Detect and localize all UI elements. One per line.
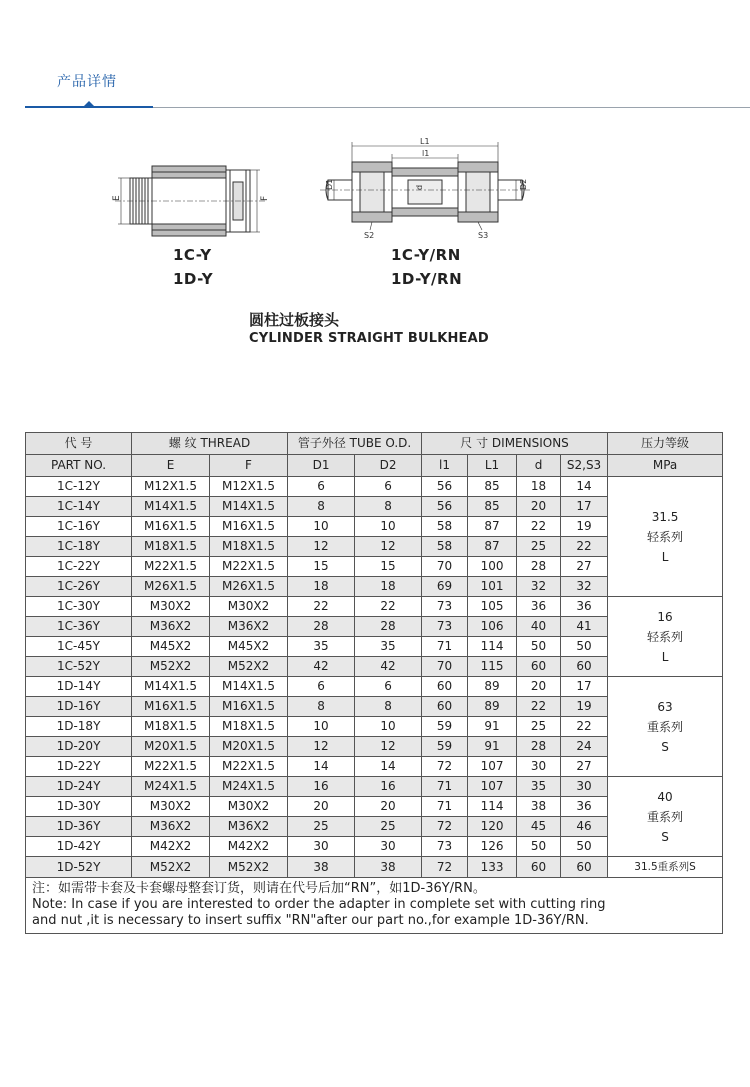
table-cell: 56 — [422, 497, 468, 517]
table-cell: M52X2 — [210, 657, 288, 677]
table-cell: M18X1.5 — [210, 717, 288, 737]
table-cell: 15 — [355, 557, 422, 577]
table-cell: M14X1.5 — [132, 497, 210, 517]
part-number-cell: 1C-36Y — [26, 617, 132, 637]
table-cell: 30 — [561, 777, 608, 797]
table-cell: 25 — [517, 537, 561, 557]
table-cell: M36X2 — [132, 817, 210, 837]
table-cell: 58 — [422, 537, 468, 557]
table-cell: 60 — [517, 857, 561, 878]
table-cell: 56 — [422, 477, 468, 497]
model-label-1d-y-rn: 1D-Y/RN — [391, 270, 463, 288]
table-cell: 14 — [288, 757, 355, 777]
pressure-class-line: L — [661, 649, 669, 664]
header-tube-od: 管子外径 TUBE O.D. — [288, 433, 422, 455]
table-cell: M42X2 — [132, 837, 210, 857]
table-cell: M14X1.5 — [210, 497, 288, 517]
model-label-1d-y: 1D-Y — [173, 270, 214, 288]
table-cell: 38 — [288, 857, 355, 878]
table-cell: 35 — [355, 637, 422, 657]
dim-label-d: d — [415, 184, 424, 190]
table-cell: 20 — [355, 797, 422, 817]
pressure-class-line: L — [661, 549, 669, 564]
table-cell: M36X2 — [210, 617, 288, 637]
table-cell: 36 — [561, 797, 608, 817]
part-number-cell: 1C-14Y — [26, 497, 132, 517]
table-cell: M45X2 — [132, 637, 210, 657]
table-cell: M36X2 — [210, 817, 288, 837]
table-row — [26, 777, 723, 797]
table-cell: 72 — [422, 857, 468, 878]
table-cell: 73 — [422, 597, 468, 617]
pressure-class-line: 31.5重系列S — [634, 861, 696, 873]
table-cell: M36X2 — [132, 617, 210, 637]
table-cell: 71 — [422, 777, 468, 797]
table-cell: 28 — [288, 617, 355, 637]
table-cell: 28 — [355, 617, 422, 637]
header-pressure: 压力等级 — [608, 433, 723, 455]
pressure-class-line: 63 — [657, 699, 673, 714]
table-cell: 73 — [422, 617, 468, 637]
header-accent-bar — [25, 106, 153, 108]
table-cell: M12X1.5 — [210, 477, 288, 497]
table-cell: 22 — [517, 517, 561, 537]
table-cell: 114 — [468, 797, 517, 817]
table-cell: M52X2 — [132, 857, 210, 878]
part-number-cell: 1D-16Y — [26, 697, 132, 717]
part-number-cell: 1C-12Y — [26, 477, 132, 497]
table-cell: M14X1.5 — [210, 677, 288, 697]
table-cell: 14 — [561, 477, 608, 497]
table-cell: M20X1.5 — [210, 737, 288, 757]
table-cell: 126 — [468, 837, 517, 857]
table-cell: 22 — [355, 597, 422, 617]
dim-label-d1: D1 — [325, 178, 334, 190]
table-cell: M52X2 — [210, 857, 288, 878]
table-cell: M16X1.5 — [210, 517, 288, 537]
dim-label-l1-total: L1 — [420, 137, 430, 146]
table-cell: 25 — [288, 817, 355, 837]
table-cell: 6 — [288, 677, 355, 697]
table-cell: 42 — [288, 657, 355, 677]
table-cell: 32 — [561, 577, 608, 597]
header-caret-icon — [84, 101, 94, 106]
table-cell: 12 — [288, 537, 355, 557]
table-cell: 91 — [468, 737, 517, 757]
table-row — [26, 857, 723, 878]
part-number-cell: 1D-24Y — [26, 777, 132, 797]
table-cell: 59 — [422, 737, 468, 757]
table-cell: 18 — [517, 477, 561, 497]
fitting-drawing-left — [105, 150, 275, 250]
table-cell: M16X1.5 — [132, 697, 210, 717]
table-cell: 35 — [517, 777, 561, 797]
pressure-class-cell — [608, 857, 723, 878]
table-cell: 17 — [561, 677, 608, 697]
header-l1-total: L1 — [468, 455, 517, 477]
table-cell: M18X1.5 — [132, 537, 210, 557]
table-cell: 59 — [422, 717, 468, 737]
table-cell: 10 — [288, 517, 355, 537]
table-cell: 25 — [517, 717, 561, 737]
pressure-class-line: 40 — [657, 789, 673, 804]
table-cell: 22 — [288, 597, 355, 617]
header-e: E — [132, 455, 210, 477]
table-cell: M22X1.5 — [132, 757, 210, 777]
table-cell: 36 — [561, 597, 608, 617]
dim-label-s3: S3 — [478, 231, 489, 240]
part-number-cell: 1D-20Y — [26, 737, 132, 757]
dim-label-e: E — [112, 195, 122, 201]
dim-label-s2: S2 — [364, 231, 375, 240]
table-cell: 6 — [355, 477, 422, 497]
table-cell: 71 — [422, 637, 468, 657]
table-cell: M18X1.5 — [210, 537, 288, 557]
table-cell: 10 — [355, 517, 422, 537]
part-number-cell: 1C-18Y — [26, 537, 132, 557]
pressure-class-line: 重系列 — [647, 809, 684, 824]
note-row — [26, 878, 723, 934]
table-cell: 85 — [468, 497, 517, 517]
table-cell: M16X1.5 — [210, 697, 288, 717]
table-cell: 45 — [517, 817, 561, 837]
pressure-class-line: 轻系列 — [647, 529, 684, 544]
order-note — [26, 878, 723, 934]
table-cell: 85 — [468, 477, 517, 497]
table-cell: 30 — [288, 837, 355, 857]
table-cell: 87 — [468, 517, 517, 537]
table-row — [26, 597, 723, 617]
table-cell: 22 — [561, 717, 608, 737]
table-cell: M14X1.5 — [132, 677, 210, 697]
table-row — [26, 477, 723, 497]
table-cell: 106 — [468, 617, 517, 637]
table-cell: M22X1.5 — [210, 757, 288, 777]
header-d: d — [517, 455, 561, 477]
table-cell: 38 — [355, 857, 422, 878]
table-cell: 14 — [355, 757, 422, 777]
table-cell: 46 — [561, 817, 608, 837]
table-cell: M22X1.5 — [132, 557, 210, 577]
header-d1: D1 — [288, 455, 355, 477]
table-cell: 60 — [422, 697, 468, 717]
table-cell: 35 — [288, 637, 355, 657]
table-cell: 107 — [468, 777, 517, 797]
pressure-class-cell — [608, 477, 723, 597]
table-cell: 41 — [561, 617, 608, 637]
pressure-class-line: 31.5 — [651, 509, 679, 524]
note-line: and nut ,it is necessary to insert suffix "RN"after our part no.,for example 1D-36Y/RN. — [32, 913, 589, 928]
table-header-row-top — [26, 433, 723, 455]
pressure-class-line: 16 — [657, 609, 673, 624]
table-cell: 36 — [517, 597, 561, 617]
table-cell: 32 — [517, 577, 561, 597]
table-cell: 42 — [355, 657, 422, 677]
table-cell: 22 — [561, 537, 608, 557]
model-label-1c-y-rn: 1C-Y/RN — [391, 246, 461, 264]
header-s2-s3: S2,S3 — [561, 455, 608, 477]
model-label-1c-y: 1C-Y — [173, 246, 212, 264]
part-number-cell: 1D-18Y — [26, 717, 132, 737]
header-code-cn: 代 号 — [26, 433, 132, 455]
part-number-cell: 1C-30Y — [26, 597, 132, 617]
table-cell: 72 — [422, 757, 468, 777]
table-cell: 24 — [561, 737, 608, 757]
table-cell: 120 — [468, 817, 517, 837]
table-cell: 15 — [288, 557, 355, 577]
table-cell: 60 — [561, 657, 608, 677]
pressure-class-line: S — [661, 739, 669, 754]
table-cell: 22 — [517, 697, 561, 717]
table-cell: 10 — [355, 717, 422, 737]
table-cell: 27 — [561, 757, 608, 777]
product-title-cn: 圆柱过板接头 — [249, 311, 340, 329]
header-d2: D2 — [355, 455, 422, 477]
note-line: Note: In case if you are interested to order the adapter in complete set with cutting ring — [32, 897, 606, 912]
header-part-no: PART NO. — [26, 455, 132, 477]
table-cell: 50 — [561, 637, 608, 657]
table-cell: 16 — [288, 777, 355, 797]
table-cell: M42X2 — [210, 837, 288, 857]
part-number-cell: 1C-45Y — [26, 637, 132, 657]
table-cell: 133 — [468, 857, 517, 878]
table-cell: 72 — [422, 817, 468, 837]
table-header-row-bottom — [26, 455, 723, 477]
product-title-en: CYLINDER STRAIGHT BULKHEAD — [249, 331, 489, 346]
table-cell: 30 — [355, 837, 422, 857]
table-cell: M20X1.5 — [132, 737, 210, 757]
table-row — [26, 677, 723, 697]
table-cell: 20 — [517, 677, 561, 697]
table-cell: M30X2 — [210, 597, 288, 617]
table-cell: 12 — [355, 537, 422, 557]
header-thread: 螺 纹 THREAD — [132, 433, 288, 455]
pressure-class-line: S — [661, 829, 669, 844]
header-l1-inner: l1 — [422, 455, 468, 477]
table-cell: 89 — [468, 677, 517, 697]
pressure-class-line: 重系列 — [647, 719, 684, 734]
header-dimensions: 尺 寸 DIMENSIONS — [422, 433, 608, 455]
table-cell: 101 — [468, 577, 517, 597]
table-cell: 91 — [468, 717, 517, 737]
table-cell: 12 — [288, 737, 355, 757]
table-cell: 8 — [288, 497, 355, 517]
table-cell: M52X2 — [132, 657, 210, 677]
dim-label-l1-inner: l1 — [422, 149, 430, 158]
table-cell: M24X1.5 — [210, 777, 288, 797]
table-cell: 115 — [468, 657, 517, 677]
table-cell: 114 — [468, 637, 517, 657]
pressure-class-cell — [608, 597, 723, 677]
part-number-cell: 1C-16Y — [26, 517, 132, 537]
table-cell: M26X1.5 — [132, 577, 210, 597]
header-mpa: MPa — [608, 455, 723, 477]
table-cell: 60 — [422, 677, 468, 697]
part-number-cell: 1C-22Y — [26, 557, 132, 577]
table-cell: 28 — [517, 737, 561, 757]
table-cell: 60 — [517, 657, 561, 677]
table-cell: 50 — [517, 637, 561, 657]
note-line: 注：如需带卡套及卡套螺母整套订货，则请在代号后加“RN”，如1D-36Y/RN。 — [32, 881, 486, 896]
table-cell: 69 — [422, 577, 468, 597]
table-cell: M12X1.5 — [132, 477, 210, 497]
table-cell: 20 — [288, 797, 355, 817]
dim-label-f: F — [260, 195, 270, 201]
part-number-cell: 1D-14Y — [26, 677, 132, 697]
part-number-cell: 1D-36Y — [26, 817, 132, 837]
table-cell: M30X2 — [132, 797, 210, 817]
dim-label-d2: D2 — [519, 178, 528, 190]
spec-table — [25, 432, 723, 934]
table-cell: 30 — [517, 757, 561, 777]
table-cell: 6 — [288, 477, 355, 497]
part-number-cell: 1C-26Y — [26, 577, 132, 597]
table-cell: 89 — [468, 697, 517, 717]
table-cell: 71 — [422, 797, 468, 817]
table-cell: 87 — [468, 537, 517, 557]
table-cell: M22X1.5 — [210, 557, 288, 577]
table-cell: 20 — [517, 497, 561, 517]
table-cell: 50 — [517, 837, 561, 857]
table-cell: 38 — [517, 797, 561, 817]
table-cell: M24X1.5 — [132, 777, 210, 797]
header-f: F — [210, 455, 288, 477]
table-cell: 100 — [468, 557, 517, 577]
table-cell: 70 — [422, 557, 468, 577]
table-cell: 10 — [288, 717, 355, 737]
table-cell: 107 — [468, 757, 517, 777]
part-number-cell: 1C-52Y — [26, 657, 132, 677]
table-cell: 40 — [517, 617, 561, 637]
table-cell: 12 — [355, 737, 422, 757]
table-cell: 8 — [288, 697, 355, 717]
table-cell: 73 — [422, 837, 468, 857]
pressure-class-cell — [608, 777, 723, 857]
section-title: 产品详情 — [57, 74, 117, 90]
table-cell: M30X2 — [132, 597, 210, 617]
table-cell: M26X1.5 — [210, 577, 288, 597]
table-cell: M18X1.5 — [132, 717, 210, 737]
table-cell: 58 — [422, 517, 468, 537]
pressure-class-cell — [608, 677, 723, 777]
part-number-cell: 1D-22Y — [26, 757, 132, 777]
table-cell: 105 — [468, 597, 517, 617]
table-cell: 8 — [355, 697, 422, 717]
table-cell: 50 — [561, 837, 608, 857]
table-cell: 18 — [288, 577, 355, 597]
table-cell: 19 — [561, 697, 608, 717]
part-number-cell: 1D-42Y — [26, 837, 132, 857]
table-cell: 25 — [355, 817, 422, 837]
fitting-drawing-right — [320, 132, 530, 244]
part-number-cell: 1D-30Y — [26, 797, 132, 817]
pressure-class-line: 轻系列 — [647, 629, 684, 644]
table-cell: 19 — [561, 517, 608, 537]
table-cell: M30X2 — [210, 797, 288, 817]
table-cell: 70 — [422, 657, 468, 677]
part-number-cell: 1D-52Y — [26, 857, 132, 878]
table-cell: 17 — [561, 497, 608, 517]
table-cell: 8 — [355, 497, 422, 517]
table-cell: 16 — [355, 777, 422, 797]
table-cell: M16X1.5 — [132, 517, 210, 537]
table-cell: M45X2 — [210, 637, 288, 657]
table-cell: 60 — [561, 857, 608, 878]
table-cell: 18 — [355, 577, 422, 597]
table-cell: 27 — [561, 557, 608, 577]
table-cell: 6 — [355, 677, 422, 697]
table-cell: 28 — [517, 557, 561, 577]
